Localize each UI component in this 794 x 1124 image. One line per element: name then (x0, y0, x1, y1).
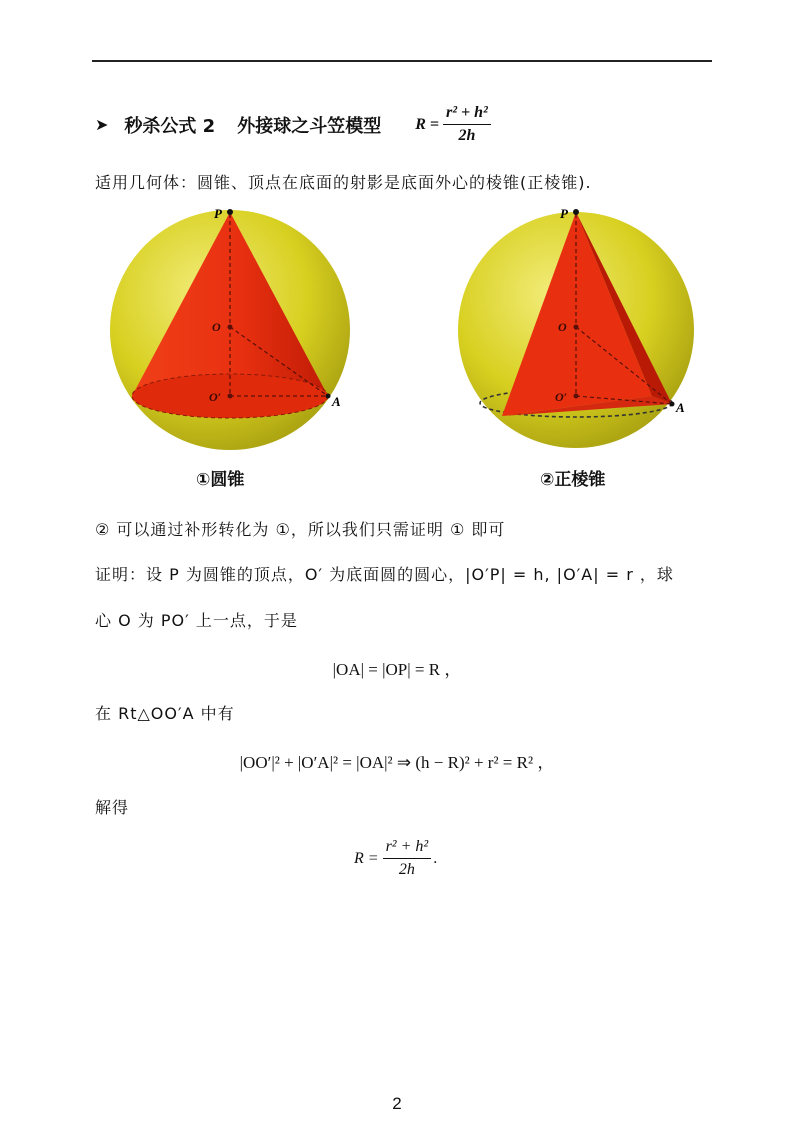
body-line-4: 在 Rt△OO′A 中有 (95, 704, 235, 723)
label-o-prime: O′ (555, 390, 568, 404)
equation-1: |OA| = |OP| = R ， (332, 660, 462, 679)
figure-pyramid (452, 200, 702, 460)
apex-point (227, 209, 233, 215)
header-rule (92, 60, 712, 62)
figure-pyramid-caption: ②正棱锥 (540, 470, 606, 490)
label-p: P (560, 206, 568, 221)
point-a (670, 402, 675, 407)
final-formula-numerator: r² + h² (383, 838, 432, 859)
final-formula (354, 838, 437, 879)
label-a: A (332, 394, 341, 409)
body-line-5: 解得 (95, 798, 130, 817)
title-formula-denominator: 2h (458, 127, 476, 144)
figure-cone-caption: ①圆锥 (196, 470, 245, 490)
body-line-2: 证明：设 P 为圆锥的顶点，O′ 为底面圆的圆心，|O′P| = h, |O′A| = r ，球 (95, 565, 674, 584)
final-formula-fraction (383, 838, 432, 879)
title-formula-numerator: r² + h² (443, 104, 491, 125)
section-title (95, 104, 491, 145)
label-o-prime: O′ (209, 390, 222, 404)
label-o: O (212, 320, 221, 334)
final-formula-lhs: R = (354, 849, 379, 867)
body-line-1: ② 可以通过补形转化为 ①，所以我们只需证明 ① 即可 (95, 520, 506, 539)
title-subtitle: 外接球之斗笠模型 (237, 115, 382, 137)
page-number: 2 (392, 1094, 402, 1113)
final-formula-denominator: 2h (398, 861, 415, 878)
label-p: P (214, 206, 222, 221)
center-point (574, 325, 579, 330)
apex-point (573, 209, 579, 215)
point-a (326, 394, 331, 399)
body-line-3: 心 O 为 PO′ 上一点，于是 (95, 611, 298, 630)
title-formula-lhs: R = (415, 115, 439, 133)
base-center-point (574, 394, 579, 399)
figure-cone (100, 200, 370, 460)
title-formula-fraction (443, 104, 491, 145)
label-a: A (676, 400, 685, 415)
arrow-bullet-icon: ➤ (95, 115, 109, 134)
label-o: O (558, 320, 567, 334)
final-formula-period: . (433, 849, 438, 867)
equation-2: |OO′|² + |O′A|² = |OA|² ⇒ (h − R)² + r² = R² ， (239, 753, 555, 772)
title-label: 秒杀公式 2 (124, 115, 216, 137)
intro-text: 适用几何体：圆锥、顶点在底面的射影是底面外心的棱锥(正棱锥). (95, 173, 592, 192)
center-point (228, 325, 233, 330)
base-center-point (228, 394, 233, 399)
